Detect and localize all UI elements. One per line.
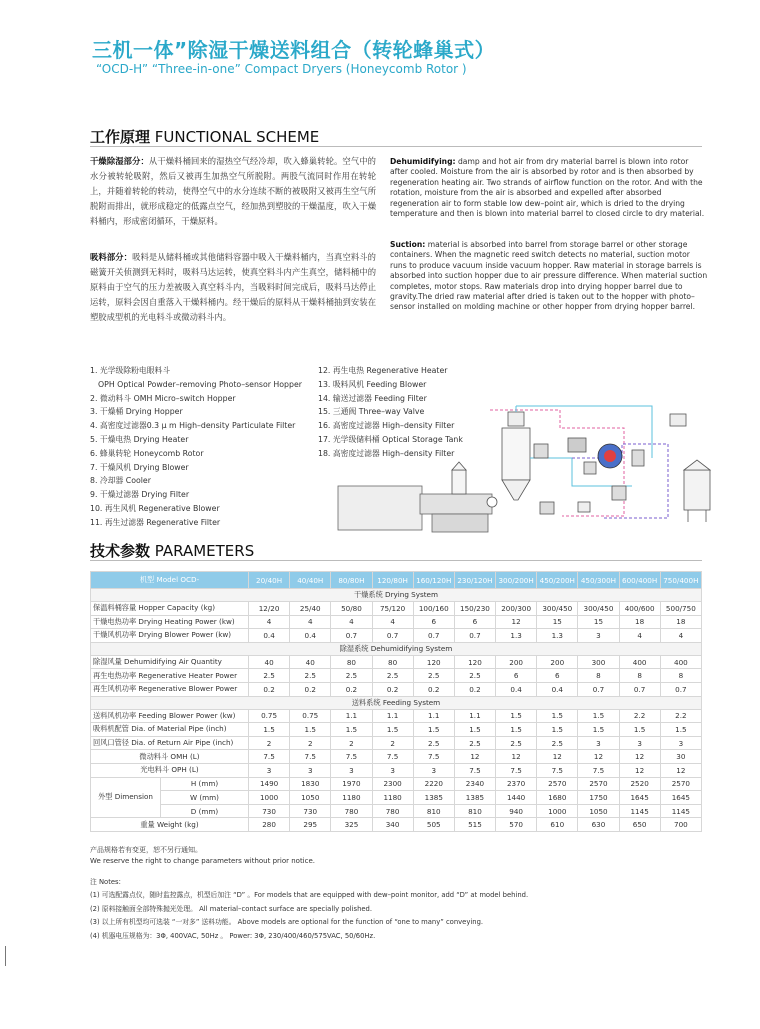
group-title: 干燥系统 Drying System xyxy=(91,589,702,602)
table-cell: 8 xyxy=(619,669,660,683)
table-cell: 3 xyxy=(619,736,660,750)
table-cell: 2570 xyxy=(660,777,701,791)
table-cell: 610 xyxy=(537,818,578,832)
table-cell: 12 xyxy=(537,750,578,764)
model-column-header: 600/400H xyxy=(619,572,660,589)
table-cell: 1645 xyxy=(660,791,701,805)
table-cell: 2.5 xyxy=(454,669,495,683)
table-cell: 4 xyxy=(660,629,701,643)
table-cell: 1680 xyxy=(537,791,578,805)
table-cell: 730 xyxy=(249,804,290,818)
table-cell: 12 xyxy=(619,763,660,777)
dimension-row xyxy=(91,804,702,818)
model-column-header: 750/400H xyxy=(660,572,701,589)
table-cell: 12/20 xyxy=(249,602,290,616)
table-cell: 4 xyxy=(249,615,290,629)
table-cell: 15 xyxy=(578,615,619,629)
parameters-table xyxy=(90,571,702,832)
part-item: 10. 再生风机 Regenerative Blower xyxy=(90,503,220,513)
vacuum-hopper xyxy=(508,412,524,426)
parts-list-left xyxy=(90,364,302,530)
part-item: 11. 再生过滤器 Regenerative Filter xyxy=(90,517,221,527)
row-label: 除湿风量 Dehumidifying Air Quantity xyxy=(91,655,249,669)
table-cell: 200 xyxy=(537,655,578,669)
notes-heading: 注 Notes: xyxy=(90,878,121,886)
table-cell: 1000 xyxy=(249,791,290,805)
table-cell: 325 xyxy=(331,818,372,832)
model-column-header: 40/40H xyxy=(290,572,331,589)
table-cell: 0.4 xyxy=(537,682,578,696)
hopper-lid-icon xyxy=(452,462,466,470)
table-row xyxy=(91,629,702,643)
table-cell: 120 xyxy=(413,655,454,669)
row-label: 光电料斗 OPH (L) xyxy=(91,763,249,777)
model-column-header: 160/120H xyxy=(413,572,454,589)
dehumidifying-zh-text: 从干燥料桶回来的湿热空气经冷却，吹入蜂巢转轮。空气中的水分被转轮吸附，然后又被再生加热空气所脱附。两股气流同时作用在转轮上，并随着转轮的转动，使得空气中的水分连续不断的被吸附又被再生空气所脱附而排出，就形成稳定的低露点空气，经加热到塑胶的干燥温度，吹入干燥料桶内，形成密闭循环，干燥原料。 xyxy=(90,156,376,226)
table-cell: 12 xyxy=(496,615,537,629)
table-cell: 1.1 xyxy=(413,709,454,723)
honeycomb-rotor-core xyxy=(604,450,616,462)
table-cell: 6 xyxy=(537,669,578,683)
drying-hopper xyxy=(502,428,530,480)
row-label: 干燥电热功率 Drying Heating Power (kw) xyxy=(91,615,249,629)
table-cell: 1000 xyxy=(537,804,578,818)
part-item: 7. 干燥风机 Drying Blower xyxy=(90,462,189,472)
dimension-label: 外型 Dimension xyxy=(91,777,161,818)
molding-machine-base xyxy=(432,514,488,532)
table-cell: 2.5 xyxy=(372,669,413,683)
table-cell: 0.7 xyxy=(372,629,413,643)
table-cell: 1145 xyxy=(619,804,660,818)
group-title-row xyxy=(91,696,702,709)
table-cell: 1.1 xyxy=(454,709,495,723)
regenerative-heater xyxy=(632,450,644,466)
part-item: 1. 光学级除粉电眼料斗 xyxy=(90,366,171,375)
table-cell: 7.5 xyxy=(290,750,331,764)
table-cell: 0.7 xyxy=(660,682,701,696)
table-cell: 200/300 xyxy=(496,602,537,616)
table-cell: 940 xyxy=(496,804,537,818)
system-schematic-diagram xyxy=(332,398,736,546)
table-cell: 780 xyxy=(331,804,372,818)
note-item: (1) 可选配露点仪，随时监控露点，机型后加注 “D” 。For models that are equipped with dew–point monitor, add “D” at model behind. xyxy=(90,891,529,900)
table-cell: 0.75 xyxy=(249,709,290,723)
feeding-filter xyxy=(578,502,590,512)
table-cell: 1830 xyxy=(290,777,331,791)
table-cell: 0.2 xyxy=(331,682,372,696)
table-cell: 7.5 xyxy=(249,750,290,764)
model-column-header: 450/200H xyxy=(537,572,578,589)
table-cell: 810 xyxy=(454,804,495,818)
table-cell: 12 xyxy=(619,750,660,764)
dehumidifying-en-text: damp and hot air from dry material barrel is blown into rotor after cooled. Moisture from the air is absorbed by rotor and is then absorbed by regeneration heating air. Two strands of airflow function on the rotor. And with the rotation, moisture from the air is absorbed and expelled after absorbed regeneration air to form stable low dew–point air, which is dried to the drying temperature and then is blown into material barrel to closed circle to dry material. xyxy=(390,157,705,219)
table-cell: 12 xyxy=(660,763,701,777)
table-cell: 2570 xyxy=(578,777,619,791)
table-cell: 730 xyxy=(290,804,331,818)
part-item: 12. 再生电热 Regenerative Heater xyxy=(318,366,448,375)
table-cell: 2.5 xyxy=(537,736,578,750)
page-subtitle: “OCD-H” “Three-in-one” Compact Dryers (Honeycomb Rotor ) xyxy=(96,62,467,76)
table-cell: 7.5 xyxy=(331,750,372,764)
table-row xyxy=(91,736,702,750)
table-cell: 30 xyxy=(660,750,701,764)
dimension-sublabel: D (mm) xyxy=(161,804,249,818)
feeding-blower xyxy=(540,502,554,514)
disclaimer-en: We reserve the right to change parameters without prior notice. xyxy=(90,857,316,866)
parameters-heading-zh: 技术参数 xyxy=(90,542,151,560)
table-cell: 1440 xyxy=(496,791,537,805)
table-cell: 12 xyxy=(454,750,495,764)
table-cell: 12 xyxy=(496,750,537,764)
table-cell: 0.7 xyxy=(619,682,660,696)
cooler xyxy=(568,438,586,452)
part-item: 6. 蜂巢转轮 Honeycomb Rotor xyxy=(90,448,204,458)
table-cell: 80 xyxy=(372,655,413,669)
group-title: 送料系统 Feeding System xyxy=(91,696,702,709)
table-cell: 300/450 xyxy=(578,602,619,616)
optical-storage-tank xyxy=(684,470,710,510)
table-cell: 400 xyxy=(660,655,701,669)
table-cell: 0.4 xyxy=(249,629,290,643)
table-cell: 3 xyxy=(578,629,619,643)
table-cell: 40 xyxy=(249,655,290,669)
table-cell: 2300 xyxy=(372,777,413,791)
table-cell: 630 xyxy=(578,818,619,832)
table-cell: 0.7 xyxy=(454,629,495,643)
table-cell: 7.5 xyxy=(454,763,495,777)
table-cell: 1.3 xyxy=(496,629,537,643)
parameters-heading-en: PARAMETERS xyxy=(154,542,255,560)
table-cell: 0.2 xyxy=(372,682,413,696)
table-cell: 1970 xyxy=(331,777,372,791)
table-cell: 2 xyxy=(372,736,413,750)
table-cell: 1.1 xyxy=(372,709,413,723)
row-label: 微动料斗 OMH (L) xyxy=(91,750,249,764)
suction-en-text: material is absorbed into barrel from storage barrel or other storage containers. When the magnetic reed switch detects no material, suction motor runs to produce vacuum inside vacuum hopper. Raw material in storage barrels is absorbed into suction hopper due to air pressure difference. When material suction completes, motor stops. Raw materials drop into drying hopper barrel due to gravity.The dried raw material after dried is taken out to the hopper with photo–sensor installed on molding machine or other hopper from drying hopper barrel. xyxy=(390,240,708,312)
table-cell: 505 xyxy=(413,818,454,832)
table-cell: 6 xyxy=(496,669,537,683)
table-cell: 1.5 xyxy=(249,723,290,737)
table-cell: 515 xyxy=(454,818,495,832)
suction-en-paragraph xyxy=(390,240,708,313)
table-cell: 570 xyxy=(496,818,537,832)
table-cell: 500/750 xyxy=(660,602,701,616)
model-column-header: 20/40H xyxy=(249,572,290,589)
page-edge-mark xyxy=(5,946,6,966)
row-label: 再生电热功率 Regenerative Heater Power xyxy=(91,669,249,683)
group-title: 除湿系统 Dehumidifying System xyxy=(91,642,702,655)
table-cell: 7.5 xyxy=(578,763,619,777)
table-cell: 1490 xyxy=(249,777,290,791)
table-cell: 2.5 xyxy=(249,669,290,683)
table-row xyxy=(91,723,702,737)
note-item: (3) 以上所有机型均可选装 “一对多” 送料功能。 Above models are optional for the function of “one to many” conveying. xyxy=(90,918,484,927)
table-cell: 1.5 xyxy=(372,723,413,737)
table-cell: 700 xyxy=(660,818,701,832)
molding-machine xyxy=(338,486,422,530)
table-cell: 1050 xyxy=(290,791,331,805)
table-cell: 1.5 xyxy=(496,709,537,723)
table-cell: 7.5 xyxy=(496,763,537,777)
table-cell: 3 xyxy=(413,763,454,777)
dehumidifying-en-paragraph xyxy=(390,157,708,219)
table-cell: 8 xyxy=(578,669,619,683)
table-cell: 2 xyxy=(290,736,331,750)
note-item: (2) 原料接触面全部特殊抛光处理。 All material–contact surface are specially polished. xyxy=(90,904,373,913)
table-cell: 2520 xyxy=(619,777,660,791)
functional-heading-en: FUNCTIONAL SCHEME xyxy=(154,128,320,146)
table-cell: 2370 xyxy=(496,777,537,791)
drying-heater xyxy=(534,444,548,458)
group-title-row xyxy=(91,589,702,602)
parameters-divider xyxy=(90,560,702,561)
molding-machine-barrel xyxy=(420,494,492,514)
table-cell: 1.5 xyxy=(660,723,701,737)
part-item: 13. 吸料风机 Feeding Blower xyxy=(318,379,427,389)
part-item: 4. 高密度过滤器0.3 μ m High–density Particulate Filter xyxy=(90,421,296,431)
table-cell: 1050 xyxy=(578,804,619,818)
functional-heading xyxy=(90,126,319,147)
table-cell: 1645 xyxy=(619,791,660,805)
table-cell: 40 xyxy=(290,655,331,669)
table-cell: 8 xyxy=(660,669,701,683)
table-header-row xyxy=(91,572,702,589)
model-column-header: 80/80H xyxy=(331,572,372,589)
table-cell: 1385 xyxy=(454,791,495,805)
table-row xyxy=(91,655,702,669)
model-column-header: 120/80H xyxy=(372,572,413,589)
table-cell: 0.4 xyxy=(496,682,537,696)
table-cell: 80 xyxy=(331,655,372,669)
table-cell: 400 xyxy=(619,655,660,669)
part-item: 18. 高密度过滤器 High–density Filter xyxy=(318,448,455,458)
note-item: (4) 机器电压规格为：3Φ, 400VAC, 50Hz 。 Power: 3Φ, 230/400/460/575VAC, 50/60Hz. xyxy=(90,931,376,940)
dehumidifying-en-label: Dehumidifying: xyxy=(390,157,456,166)
parameters-table-body xyxy=(91,572,702,832)
part-item: 3. 干燥桶 Drying Hopper xyxy=(90,407,183,417)
three-way-valve xyxy=(487,497,497,507)
table-cell: 1.5 xyxy=(290,723,331,737)
suction-zh-text: 吸料是从储料桶或其他储料容器中吸入干燥料桶内，当真空料斗的磁簧开关侦测到无料时，吸料马达运转，使真空料斗内产生真空，储料桶中的原料由于空气的压力差被吸入真空料斗内，当吸料时间完成后，吸料马达停止运转，原料会因自重落入干燥料桶内。经干燥后的原料从干燥料桶抽到安装在塑胶成型机的光电料斗或微动料斗内。 xyxy=(90,252,376,322)
table-cell: 4 xyxy=(331,615,372,629)
table-cell: 2570 xyxy=(537,777,578,791)
high-density-filter xyxy=(670,414,686,426)
table-cell: 280 xyxy=(249,818,290,832)
storage-tank-top xyxy=(684,460,710,470)
regenerative-blower xyxy=(612,486,626,500)
part-item: 2. 微动料斗 OMH Micro–switch Hopper xyxy=(90,393,236,403)
table-cell: 4 xyxy=(619,629,660,643)
table-cell: 120 xyxy=(454,655,495,669)
table-cell: 2 xyxy=(249,736,290,750)
table-cell: 0.7 xyxy=(413,629,454,643)
table-cell: 0.2 xyxy=(413,682,454,696)
part-item: 15. 三通阀 Three–way Valve xyxy=(318,407,425,417)
dimension-row xyxy=(91,777,702,791)
table-row xyxy=(91,763,702,777)
row-label: 吸料机配管 Dia. of Material Pipe (inch) xyxy=(91,723,249,737)
table-cell: 2.5 xyxy=(413,669,454,683)
table-cell: 3 xyxy=(290,763,331,777)
dimension-sublabel: H (mm) xyxy=(161,777,249,791)
table-cell: 2.5 xyxy=(331,669,372,683)
table-cell: 0.7 xyxy=(578,682,619,696)
table-row xyxy=(91,615,702,629)
table-cell: 2 xyxy=(331,736,372,750)
table-row xyxy=(91,750,702,764)
page-title: 三机一体”除湿干燥送料组合（转轮蜂巢式） xyxy=(92,38,496,62)
table-cell: 400/600 xyxy=(619,602,660,616)
table-cell: 3 xyxy=(578,736,619,750)
table-cell: 1.5 xyxy=(537,723,578,737)
table-cell: 18 xyxy=(660,615,701,629)
table-cell: 2340 xyxy=(454,777,495,791)
row-label: 重量 Weight (kg) xyxy=(91,818,249,832)
dehumidifying-zh-paragraph xyxy=(90,154,376,229)
model-header-cell: 机型 Model OCD- xyxy=(91,572,249,589)
part-item: 5. 干燥电热 Drying Heater xyxy=(90,434,189,444)
table-cell: 1.5 xyxy=(413,723,454,737)
dimension-row xyxy=(91,791,702,805)
table-cell: 1180 xyxy=(331,791,372,805)
table-cell: 300/450 xyxy=(537,602,578,616)
table-cell: 295 xyxy=(290,818,331,832)
table-row xyxy=(91,669,702,683)
row-label: 保温料桶容量 Hopper Capacity (kg) xyxy=(91,602,249,616)
drying-hopper-cone xyxy=(502,480,530,500)
table-cell: 810 xyxy=(413,804,454,818)
table-cell: 12 xyxy=(578,750,619,764)
table-cell: 2.5 xyxy=(496,736,537,750)
dimension-sublabel: W (mm) xyxy=(161,791,249,805)
table-cell: 1385 xyxy=(413,791,454,805)
table-cell: 18 xyxy=(619,615,660,629)
table-cell: 1.5 xyxy=(537,709,578,723)
table-cell: 6 xyxy=(413,615,454,629)
drying-blower xyxy=(584,462,596,474)
table-cell: 200 xyxy=(496,655,537,669)
table-cell: 75/120 xyxy=(372,602,413,616)
table-cell: 2.2 xyxy=(660,709,701,723)
part-item: OPH Optical Powder–removing Photo–sensor Hopper xyxy=(98,379,302,389)
parameters-heading xyxy=(90,540,254,561)
part-item: 16. 高密度过滤器 High–density Filter xyxy=(318,421,455,431)
table-cell: 1.5 xyxy=(454,723,495,737)
weight-row xyxy=(91,818,702,832)
disclaimer-zh: 产品规格若有变更，恕不另行通知。 xyxy=(90,846,202,854)
group-title-row xyxy=(91,642,702,655)
table-cell: 1145 xyxy=(660,804,701,818)
table-cell: 1.5 xyxy=(619,723,660,737)
hopper-icon xyxy=(452,470,466,494)
table-cell: 0.7 xyxy=(331,629,372,643)
functional-divider xyxy=(90,146,702,147)
table-cell: 25/40 xyxy=(290,602,331,616)
row-label: 回风口管径 Dia. of Return Air Pipe (inch) xyxy=(91,736,249,750)
table-cell: 1.5 xyxy=(578,723,619,737)
part-item: 17. 光学级储料桶 Optical Storage Tank xyxy=(318,434,463,444)
table-cell: 1.5 xyxy=(578,709,619,723)
model-column-header: 300/200H xyxy=(496,572,537,589)
table-cell: 50/80 xyxy=(331,602,372,616)
table-cell: 100/160 xyxy=(413,602,454,616)
row-label: 送料风机功率 Feeding Blower Power (kw) xyxy=(91,709,249,723)
model-column-header: 450/300H xyxy=(578,572,619,589)
table-cell: 1750 xyxy=(578,791,619,805)
row-label: 干燥风机功率 Drying Blower Power (kw) xyxy=(91,629,249,643)
table-cell: 2.5 xyxy=(454,736,495,750)
table-cell: 2.2 xyxy=(619,709,660,723)
table-cell: 3 xyxy=(660,736,701,750)
table-cell: 300 xyxy=(578,655,619,669)
table-cell: 0.2 xyxy=(249,682,290,696)
table-cell: 1.5 xyxy=(331,723,372,737)
table-cell: 4 xyxy=(372,615,413,629)
table-cell: 7.5 xyxy=(537,763,578,777)
table-cell: 340 xyxy=(372,818,413,832)
part-item: 14. 输送过滤器 Feeding Filter xyxy=(318,393,427,403)
part-item: 8. 冷却器 Cooler xyxy=(90,476,151,486)
table-cell: 2.5 xyxy=(290,669,331,683)
part-item: 9. 干燥过滤器 Drying Filter xyxy=(90,490,190,500)
table-cell: 15 xyxy=(537,615,578,629)
table-cell: 0.2 xyxy=(454,682,495,696)
table-cell: 0.75 xyxy=(290,709,331,723)
table-cell: 7.5 xyxy=(413,750,454,764)
functional-heading-zh: 工作原理 xyxy=(90,128,151,146)
dehumidifying-zh-label: 干燥除湿部分： xyxy=(90,156,149,166)
table-cell: 1.5 xyxy=(496,723,537,737)
table-row xyxy=(91,602,702,616)
table-cell: 1180 xyxy=(372,791,413,805)
table-cell: 0.4 xyxy=(290,629,331,643)
suction-zh-label: 吸料部分： xyxy=(90,252,133,262)
notes-list xyxy=(90,876,528,943)
table-row xyxy=(91,709,702,723)
table-cell: 4 xyxy=(290,615,331,629)
table-cell: 7.5 xyxy=(372,750,413,764)
table-cell: 3 xyxy=(249,763,290,777)
table-cell: 2.5 xyxy=(413,736,454,750)
table-cell: 0.2 xyxy=(290,682,331,696)
table-cell: 3 xyxy=(331,763,372,777)
table-cell: 3 xyxy=(372,763,413,777)
table-cell: 150/230 xyxy=(454,602,495,616)
disclaimer xyxy=(90,845,315,868)
row-label: 再生风机功率 Regenerative Blower Power xyxy=(91,682,249,696)
table-cell: 650 xyxy=(619,818,660,832)
table-cell: 780 xyxy=(372,804,413,818)
suction-en-label: Suction: xyxy=(390,240,426,249)
table-row xyxy=(91,682,702,696)
table-cell: 1.1 xyxy=(331,709,372,723)
suction-zh-paragraph xyxy=(90,250,376,325)
table-cell: 6 xyxy=(454,615,495,629)
model-column-header: 230/120H xyxy=(454,572,495,589)
table-cell: 2220 xyxy=(413,777,454,791)
table-cell: 1.3 xyxy=(537,629,578,643)
